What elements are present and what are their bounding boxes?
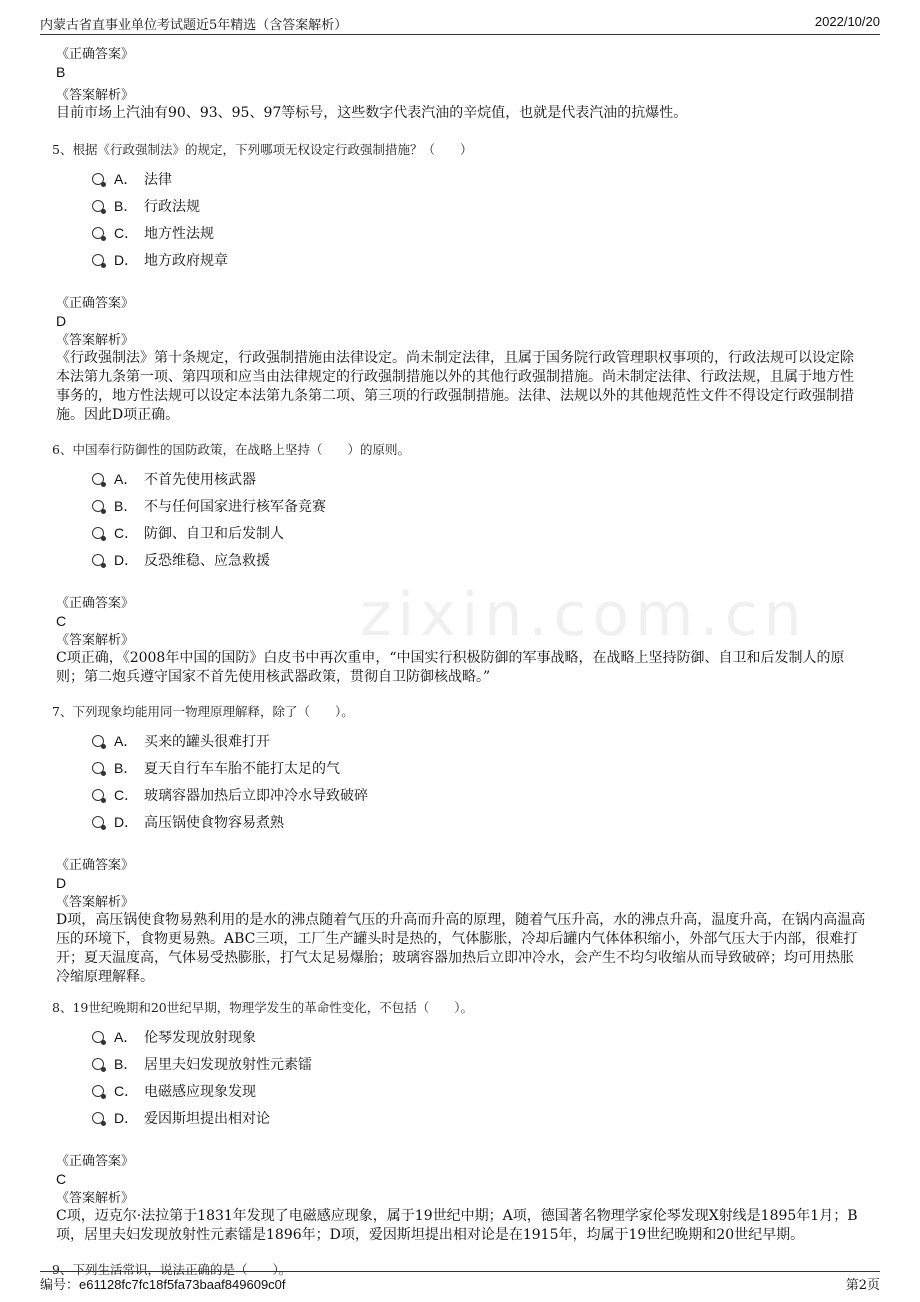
option-a[interactable] <box>92 465 866 492</box>
analysis-text: 《行政强制法》第十条规定，行政强制措施由法律设定。尚未制定法律，且属于国务院行政管理职权事项的，行政法规可以设定除本法第九条第一项、第四项和应当由法律规定的行政强制措施以外的其他行政强制措施。尚未制定法律、行政法规，且属于地方性事务的，地方性法规可以设定本法第九条第二项、第三项的行政强制措施。法律、法规以外的其他规范性文件不得设定行政强制措施。因此D项正确。 <box>56 350 854 423</box>
correct-answer-label: 《正确答案》 <box>56 596 135 611</box>
analysis-label: 《答案解析》 <box>56 633 135 648</box>
option-a[interactable] <box>92 165 866 192</box>
option-c[interactable] <box>92 219 866 246</box>
option-list <box>92 1023 866 1131</box>
option-d[interactable] <box>92 546 866 573</box>
option-text: 居里夫妇发现放射性元素镭 <box>144 1056 312 1073</box>
option-letter: D． <box>114 813 139 830</box>
radio-icon[interactable] <box>92 200 104 212</box>
option-list <box>92 165 866 273</box>
option-letter: C． <box>114 1082 139 1099</box>
option-c[interactable] <box>92 1077 866 1104</box>
option-text: 反恐维稳、应急救援 <box>144 552 270 569</box>
page-content <box>54 46 866 1279</box>
option-b[interactable] <box>92 754 866 781</box>
analysis-text: D项，高压锅使食物易熟利用的是水的沸点随着气压的升高而升高的原理，随着气压升高，水的沸点升高，温度升高，在锅内高温高压的环境下，食物更易熟。ABC三项，工厂生产罐头时是热的，气体膨胀，冷却后罐内气体体积缩小，外部气压大于内部，很难打开；夏天温度高，气体易受热膨胀，打气太足易爆胎；玻璃容器加热后立即冲冷水，会产生不均匀收缩从而导致破碎；均可用热胀冷缩原理解释。 <box>56 912 866 985</box>
option-letter: A． <box>114 732 138 749</box>
option-letter: B． <box>114 197 138 214</box>
correct-answer-label: 《正确答案》 <box>56 47 135 62</box>
option-letter: B． <box>114 759 138 776</box>
option-letter: A． <box>114 470 138 487</box>
radio-icon[interactable] <box>92 735 104 747</box>
option-letter: C． <box>114 224 139 241</box>
watermark: zixin.com.cn <box>360 580 808 650</box>
correct-answer-label: 《正确答案》 <box>56 858 135 873</box>
option-b[interactable] <box>92 492 866 519</box>
document-id-label: 编号： <box>40 1278 80 1293</box>
question-stem: 9、下列生活常识，说法正确的是（ ）。 <box>52 1262 292 1277</box>
option-text: 不与任何国家进行核军备竞赛 <box>144 498 326 515</box>
option-c[interactable] <box>92 781 866 808</box>
option-letter: B． <box>114 497 138 514</box>
option-text: 买来的罐头很难打开 <box>144 733 270 750</box>
option-text: 地方政府规章 <box>144 252 228 269</box>
option-text: 行政法规 <box>144 198 200 215</box>
option-d[interactable] <box>92 1104 866 1131</box>
radio-icon[interactable] <box>92 473 104 485</box>
analysis-text: C项，迈克尔·法拉第于1831年发现了电磁感应现象，属于19世纪中期；A项，德国著名物理学家伦琴发现X射线是1895年1月；B项，居里夫妇发现放射性元素镭是1896年；D项，爱因斯坦提出相对论是在1915年，均属于19世纪晚期和20世纪早期。 <box>56 1208 858 1243</box>
question-stem: 7、下列现象均能用同一物理原理解释，除了（ ）。 <box>52 704 354 719</box>
page-number: 第2页 <box>845 1278 880 1293</box>
radio-icon[interactable] <box>92 1085 104 1097</box>
option-list <box>92 727 866 835</box>
option-text: 夏天自行车车胎不能打太足的气 <box>144 760 340 777</box>
correct-answer: C <box>56 613 67 629</box>
option-letter: D． <box>114 1109 139 1126</box>
option-b[interactable] <box>92 192 866 219</box>
document-date: 2022/10/20 <box>814 14 880 29</box>
radio-icon[interactable] <box>92 1031 104 1043</box>
analysis-text: C项正确，《2008年中国的国防》白皮书中再次重申，“中国实行积极防御的军事战略，在战略上坚持防御、自卫和后发制人的原则；第二炮兵遵守国家不首先使用核武器政策，贯彻自卫防御核战略。” <box>56 650 845 685</box>
radio-icon[interactable] <box>92 1112 104 1124</box>
question-stem: 6、中国奉行防御性的国防政策，在战略上坚持（ ）的原则。 <box>52 442 410 457</box>
option-text: 地方性法规 <box>144 225 214 242</box>
option-letter: C． <box>114 786 139 803</box>
option-letter: C． <box>114 524 139 541</box>
option-text: 不首先使用核武器 <box>144 471 256 488</box>
analysis-label: 《答案解析》 <box>56 1191 135 1206</box>
document-id-value: e61128fc7fc18f5fa73baaf849609c0f <box>79 1277 286 1292</box>
radio-icon[interactable] <box>92 227 104 239</box>
option-text: 爱因斯坦提出相对论 <box>144 1110 270 1127</box>
correct-answer: B <box>56 64 66 80</box>
analysis-text: 目前市场上汽油有90、93、95、97等标号，这些数字代表汽油的辛烷值，也就是代表汽油的抗爆性。 <box>56 105 688 121</box>
radio-icon[interactable] <box>92 500 104 512</box>
option-text: 玻璃容器加热后立即冲冷水导致破碎 <box>144 787 368 804</box>
option-text: 电磁感应现象发现 <box>144 1083 256 1100</box>
option-letter: D． <box>114 251 139 268</box>
option-text: 防御、自卫和后发制人 <box>144 525 284 542</box>
radio-icon[interactable] <box>92 254 104 266</box>
analysis-label: 《答案解析》 <box>56 333 135 348</box>
option-letter: A． <box>114 1028 138 1045</box>
radio-icon[interactable] <box>92 527 104 539</box>
analysis-label: 《答案解析》 <box>56 895 135 910</box>
correct-answer: D <box>56 875 67 891</box>
page-footer <box>40 1271 880 1293</box>
option-d[interactable] <box>92 808 866 835</box>
question-5 <box>54 141 866 425</box>
analysis-label: 《答案解析》 <box>56 88 135 103</box>
option-b[interactable] <box>92 1050 866 1077</box>
radio-icon[interactable] <box>92 1058 104 1070</box>
correct-answer: C <box>56 1171 67 1187</box>
option-a[interactable] <box>92 727 866 754</box>
option-d[interactable] <box>92 246 866 273</box>
option-a[interactable] <box>92 1023 866 1050</box>
option-text: 伦琴发现放射现象 <box>144 1029 256 1046</box>
radio-icon[interactable] <box>92 789 104 801</box>
correct-answer-label: 《正确答案》 <box>56 296 135 311</box>
option-letter: D． <box>114 551 139 568</box>
option-c[interactable] <box>92 519 866 546</box>
option-text: 高压锅使食物容易煮熟 <box>144 814 284 831</box>
radio-icon[interactable] <box>92 173 104 185</box>
correct-answer: D <box>56 313 67 329</box>
document-title: 内蒙古省直事业单位考试题近5年精选（含答案解析） <box>40 18 348 33</box>
radio-icon[interactable] <box>92 554 104 566</box>
radio-icon[interactable] <box>92 816 104 828</box>
question-7 <box>54 703 866 987</box>
prev-answer-block <box>54 46 866 123</box>
question-stem: 8、19世纪晚期和20世纪早期，物理学发生的革命性变化，不包括（ ）。 <box>52 1000 474 1015</box>
question-8 <box>54 999 866 1245</box>
option-text: 法律 <box>144 171 172 188</box>
question-6 <box>54 441 866 687</box>
radio-icon[interactable] <box>92 762 104 774</box>
option-letter: B． <box>114 1055 138 1072</box>
question-stem: 5、根据《行政强制法》的规定，下列哪项无权设定行政强制措施？（ ） <box>52 142 473 157</box>
option-list <box>92 465 866 573</box>
option-letter: A． <box>114 170 138 187</box>
page-header <box>40 12 880 35</box>
document-id <box>40 1274 286 1293</box>
correct-answer-label: 《正确答案》 <box>56 1154 135 1169</box>
